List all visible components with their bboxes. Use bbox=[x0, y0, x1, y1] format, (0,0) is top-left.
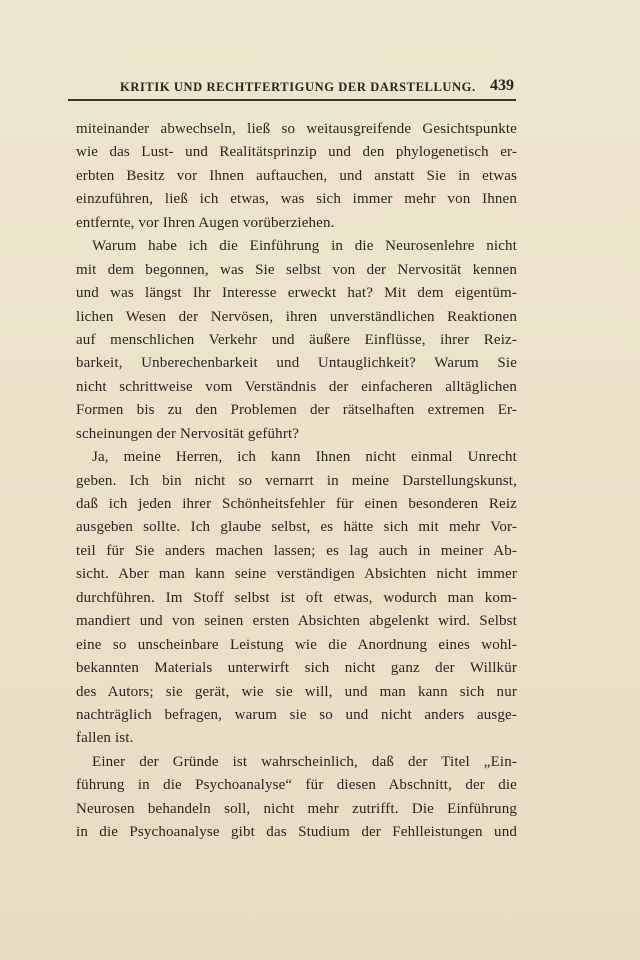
page-header bbox=[66, 78, 516, 98]
text-line: mit dem begonnen, was Sie selbst von der Nervosität kennen bbox=[76, 261, 517, 278]
page-number: 439 bbox=[490, 77, 514, 94]
text-line: Formen bis zu den Problemen der rätselhaften extremen Er- bbox=[76, 402, 517, 419]
text-line: nicht schrittweise vom Verständnis der einfacheren alltäglichen bbox=[76, 378, 517, 395]
text-line: durchführen. Im Stoff selbst ist oft etwas, wodurch man kom- bbox=[76, 589, 517, 606]
text-line: sicht. Aber man kann seine verständigen Absichten nicht immer bbox=[76, 566, 517, 583]
text-line: in die Psychoanalyse gibt das Studium der Fehlleistungen und bbox=[76, 824, 517, 841]
text-line: mandiert und von seinen ersten Absichten abgelenkt wird. Selbst bbox=[76, 613, 517, 630]
text-line: eine so unscheinbare Leistung wie die Anordnung eines wohl- bbox=[76, 636, 517, 653]
text-line: nachträglich befragen, warum sie so und nicht anders ausge- bbox=[76, 706, 517, 723]
text-line: teil für Sie anders machen lassen; es lag auch in meiner Ab- bbox=[76, 542, 517, 559]
text-line: führung in die Psychoanalyse“ für diesen Abschnitt, der die bbox=[76, 777, 517, 794]
text-line: Einer der Gründe ist wahrscheinlich, daß der Titel „Ein- bbox=[92, 753, 517, 770]
body-text bbox=[76, 118, 517, 845]
text-line: Warum habe ich die Einführung in die Neurosenlehre nicht bbox=[92, 238, 517, 255]
text-line: lichen Wesen der Nervösen, ihren unverständlichen Reaktionen bbox=[76, 308, 517, 325]
header-rule bbox=[68, 99, 516, 101]
text-line: auf menschlichen Verkehr und äußere Einflüsse, ihrer Reiz- bbox=[76, 331, 517, 348]
text-line: und was längst Ihr Interesse erweckt hat? Mit dem eigentüm- bbox=[76, 285, 517, 302]
text-line: fallen ist. bbox=[76, 730, 134, 747]
text-line: Neurosen behandeln soll, nicht mehr zutrifft. Die Einführung bbox=[76, 800, 517, 817]
text-line: scheinungen der Nervosität geführt? bbox=[76, 425, 300, 442]
text-line: daß ich jeden ihrer Schönheitsfehler für einen besonderen Reiz bbox=[76, 496, 517, 512]
text-line: erbten Besitz vor Ihnen auftauchen, und anstatt Sie in etwas bbox=[76, 167, 517, 184]
text-line: bekannten Materials unterwirft sich nicht ganz der Willkür bbox=[76, 660, 517, 677]
text-line: miteinander abwechseln, ließ so weitausgreifende Gesichtspunkte bbox=[76, 121, 517, 137]
text-line: Ja, meine Herren, ich kann Ihnen nicht einmal Unrecht bbox=[92, 449, 517, 466]
text-line: barkeit, Unberechenbarkeit und Untauglichkeit? Warum Sie bbox=[76, 355, 517, 372]
text-line: ausgeben sollte. Ich glaube selbst, es hätte sich mit mehr Vor- bbox=[76, 519, 517, 536]
text-line: des Autors; sie gerät, wie sie will, und man kann sich nur bbox=[76, 683, 517, 700]
text-line: einzuführen, ließ ich etwas, was sich immer mehr von Ihnen bbox=[76, 191, 517, 208]
text-line: geben. Ich bin nicht so vernarrt in meine Darstellungskunst, bbox=[76, 472, 517, 489]
text-line: entfernte, vor Ihren Augen vorüberziehen. bbox=[76, 214, 335, 231]
running-head: KRITIK UND RECHTFERTIGUNG DER DARSTELLUNG. bbox=[120, 80, 476, 94]
text-line: wie das Lust- und Realitätsprinzip und den phylogenetisch er- bbox=[76, 144, 517, 161]
